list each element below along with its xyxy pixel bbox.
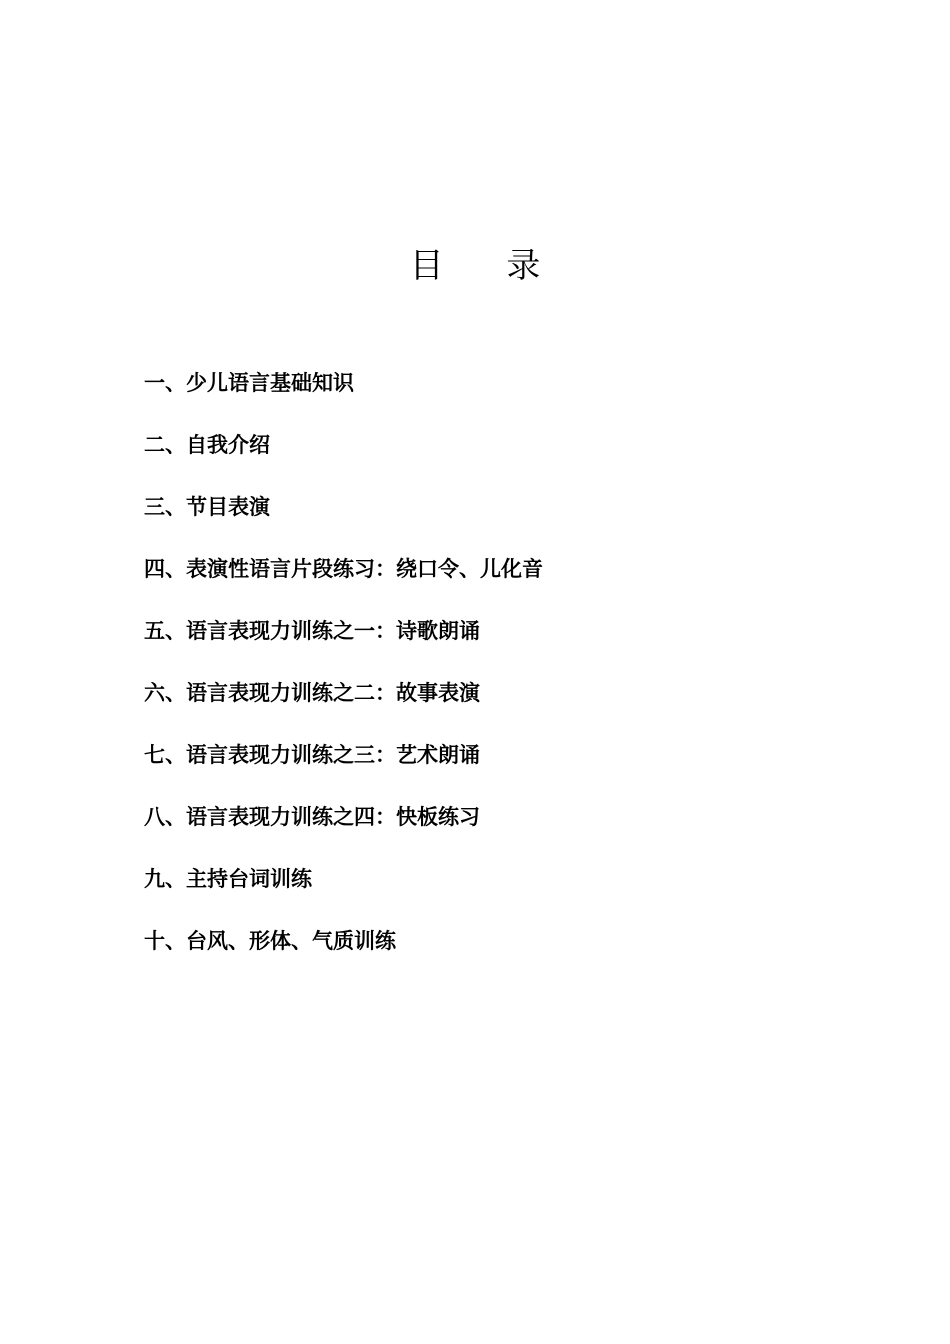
toc-entry-4: 四、表演性语言片段练习：绕口令、儿化音 [144, 557, 543, 581]
toc-entry-2: 二、自我介绍 [144, 433, 270, 457]
toc-list [144, 364, 844, 984]
toc-entry-3: 三、节目表演 [144, 495, 270, 519]
toc-entry-7: 七、语言表现力训练之三：艺术朗诵 [144, 743, 480, 767]
toc-title: 目 录 [409, 246, 567, 286]
toc-entry-5: 五、语言表现力训练之一：诗歌朗诵 [144, 619, 480, 643]
toc-entry-6: 六、语言表现力训练之二：故事表演 [144, 681, 480, 705]
toc-entry-1: 一、少儿语言基础知识 [144, 371, 354, 395]
toc-entry-9: 九、主持台词训练 [144, 867, 312, 891]
toc-entry-10: 十、台风、形体、气质训练 [144, 929, 396, 953]
toc-entry-8: 八、语言表现力训练之四：快板练习 [144, 805, 480, 829]
